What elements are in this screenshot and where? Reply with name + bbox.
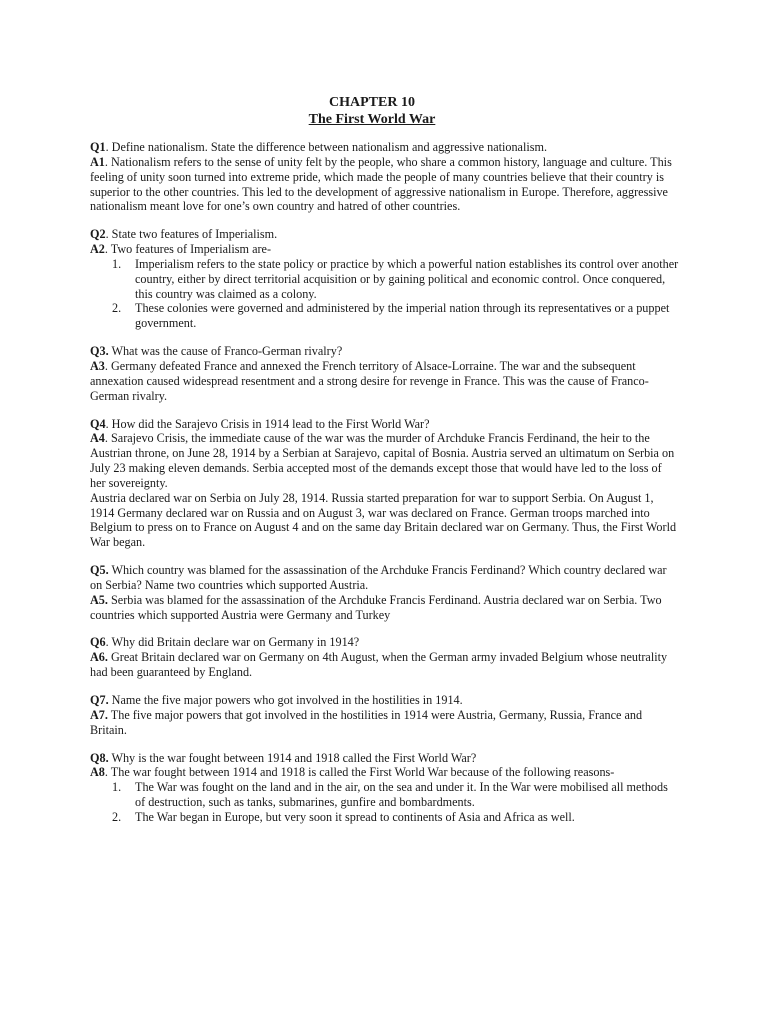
question-label: Q5. (90, 563, 109, 578)
question-label: Q3. (90, 344, 109, 359)
question-text: State two features of Imperialism. (108, 227, 278, 242)
qa-block (90, 140, 680, 214)
answer (90, 359, 680, 404)
answer-label: A3 (90, 358, 105, 373)
question-label: Q2 (90, 227, 106, 242)
question-label: Q7. (90, 693, 109, 707)
question-text: What was the cause of Franco-German rivalry? (108, 344, 343, 359)
list-item (90, 780, 680, 810)
question-sep: . (105, 635, 109, 650)
answer-label: A8 (90, 765, 105, 780)
qa-block (90, 344, 680, 403)
answer-text: Germany defeated France and annexed the French territory of Alsace-Lorraine. The war and the subsequent annexation caused widespread resentment and a strong desire for revenge in France. This was the cause of Franco-German rivalry. (90, 358, 649, 403)
list-number: 1. (112, 256, 122, 271)
answer-text: The five major powers that got involved in the hostilities in 1914 were Austria, Germany, Russia, France and Britain. (90, 707, 643, 737)
question-sep: . (105, 416, 109, 431)
chapter-heading: CHAPTER 10 (329, 95, 415, 110)
list-text: The War began in Europe, but very soon it spread to continents of Asia and Africa as well. (135, 809, 575, 824)
document-page (90, 94, 680, 825)
question (90, 635, 680, 650)
question (90, 751, 680, 766)
answer-text: Sarajevo Crisis, the immediate cause of the war was the murder of Archduke Francis Ferdinand, the heir to the Austrian throne, on June 28, 1914 by a Serbian at Sarajevo, capital of Bosnia. Austria served an ultimatum on Serbia on July 23 making eleven demands. Serbia accepted most of the demands except those that would have led to the loss of her sovereignty. (90, 431, 675, 490)
answer (90, 650, 680, 680)
question-label: Q1 (90, 140, 106, 154)
question-text: How did the Sarajevo Crisis in 1914 lead to the First World War? (108, 416, 430, 431)
question-label: Q4 (90, 416, 106, 431)
answer-sep: . (104, 358, 108, 373)
question (90, 693, 680, 708)
answer-text: Two features of Imperialism are- (107, 242, 272, 257)
list-text: These colonies were governed and administered by the imperial nation through its representatives or a puppet government. (135, 301, 670, 331)
list-number: 2. (112, 809, 122, 824)
question (90, 344, 680, 359)
answer-text: . The war fought between 1914 and 1918 is called the First World War because of the following reasons- (104, 765, 615, 780)
question (90, 563, 680, 593)
qa-block (90, 417, 680, 551)
answer-sep: . (104, 154, 108, 169)
qa-block (90, 227, 680, 331)
list-item (90, 301, 680, 331)
list-item (90, 810, 680, 825)
answer (90, 593, 680, 623)
question-label: Q8. (90, 750, 109, 765)
question-text: Define nationalism. State the difference between nationalism and aggressive nationalism. (108, 140, 548, 154)
question-text: Which country was blamed for the assassination of the Archduke Francis Ferdinand? Which country declared war on Serbia? Name two countries which supported Austria. (90, 563, 667, 592)
question-text: Name the five major powers who got involved in the hostilities in 1914. (108, 693, 463, 707)
answer-list (90, 257, 680, 331)
answer (90, 155, 680, 214)
list-text: Imperialism refers to the state policy or practice by which a powerful nation establishes its control over another country, either by direct territorial acquisition or by gaining political and economic control. Once conquered, this country was claimed as a colony. (135, 256, 679, 301)
answer (90, 708, 680, 738)
question (90, 417, 680, 432)
answer-list (90, 780, 680, 825)
answer-label: A2 (90, 242, 105, 257)
answer-label: A6. (90, 650, 108, 665)
qa-block (90, 563, 680, 622)
answer (90, 765, 680, 780)
answer-label: A7. (90, 707, 108, 722)
list-number: 1. (112, 780, 122, 795)
answer-label: A1 (90, 154, 105, 169)
question (90, 227, 680, 242)
answer (90, 431, 680, 490)
answer-sep: . (104, 431, 108, 446)
answer-sep: . (104, 242, 108, 257)
list-text: The War was fought on the land and in the air, on the sea and under it. In the War were mobilised all methods of destruction, such as tanks, submarines, gunfire and bombardments. (135, 780, 668, 810)
question (90, 140, 680, 155)
list-number: 2. (112, 301, 122, 316)
answer-text: Great Britain declared war on Germany on 4th August, when the German army invaded Belgium whose neutrality had been guaranteed by England. (90, 650, 668, 680)
question-text: Why did Britain declare war on Germany in 1914? (108, 635, 360, 650)
chapter-title: The First World War (308, 112, 436, 127)
answer (90, 242, 680, 257)
qa-block (90, 751, 680, 825)
question-sep: . (105, 227, 109, 242)
question-sep: . (105, 140, 109, 154)
answer-label: A4 (90, 431, 105, 446)
answer-label: A5. (90, 592, 108, 607)
answer-text: Nationalism refers to the sense of unity felt by the people, who share a common history, language and culture. This feeling of unity soon turned into extreme pride, which made the people of many countries believe that their country is superior to the other countries. This led to the development of aggressive nationalism in Europe. Therefore, aggressive nationalism meant love for one’s own country and hatred of other countries. (90, 154, 672, 214)
answer-continuation: Austria declared war on Serbia on July 28, 1914. Russia started preparation for war to support Serbia. On August 1, 1914 Germany declared war on Russia and on August 3, war was declared on France. German troops marched into Belgium to press on to France on August 4 and on the same day Britain declared war on Germany. Thus, the First World War began. (90, 490, 677, 550)
qa-block (90, 693, 680, 738)
qa-block (90, 635, 680, 680)
list-item (90, 257, 680, 302)
question-text: Why is the war fought between 1914 and 1918 called the First World War? (108, 750, 477, 765)
question-label: Q6 (90, 635, 106, 650)
answer-text: Serbia was blamed for the assassination of the Archduke Francis Ferdinand. Austria declared war on Serbia. Two countries which supported Austria were Germany and Turkey (90, 592, 662, 622)
